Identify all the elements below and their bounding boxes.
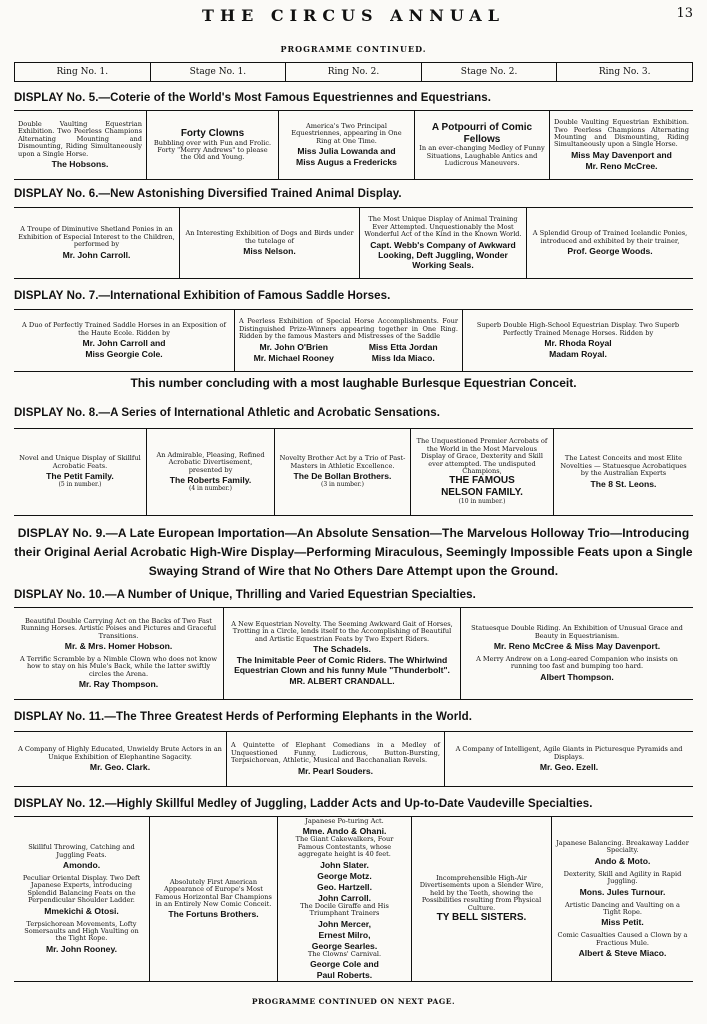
act-description: Double Vaulting Equestrian Exhibition. Two Peerless Champions Alternating Mounting and Dismounting, Riding Simultaneously upon a Single Horse. [18, 119, 142, 158]
performer-name: Mmekichi & Otosi. [44, 905, 119, 916]
conclusion-note: This number concluding with a most laughable Burlesque Equestrian Conceit. [130, 376, 577, 390]
performer-name: The Schadels. [313, 644, 371, 655]
performer-name: Miss Petit. [601, 917, 644, 928]
performer-name: Mr. Geo. Ezell. [539, 761, 599, 772]
performer-name: George Cole and [310, 958, 379, 969]
act-cell [527, 208, 693, 278]
ring-label: Stage No. 1. [151, 63, 287, 81]
performer-name: George Motz. [317, 870, 372, 881]
ring-label: Stage No. 2. [422, 63, 558, 81]
performer-name: Geo. Hartzell. [317, 881, 372, 892]
page-header [14, 6, 693, 28]
act-description: An Admirable, Pleasing, Refined Acrobatic Divertisement, presented by [156, 450, 265, 474]
act-cell [554, 429, 693, 515]
performer-name: George Searles. [311, 940, 378, 951]
act-description: The Most Unique Display of Animal Training Ever Attempted. Unquestionably the Most Wonderful Act of the Kind in the Known World. [364, 215, 522, 239]
act-cell [279, 111, 415, 179]
act-description: The Unquestioned Premier Acrobats of the World in the Most Marvelous Display of Grace, Dexterity and Skill ever attempted. The undisputed Champions, [416, 437, 548, 475]
act-cell [463, 310, 693, 371]
display-heading: DISPLAY No. 12.—Highly Skillful Medley of Juggling, Ladder Acts and Up-to-Date Vaudeville Specialties. [14, 798, 593, 810]
page-number: 13 [676, 6, 693, 21]
performer-name: Mme. Ando & Ohani. [302, 826, 387, 837]
performer-name: John Carroll. [317, 892, 371, 903]
display-row [14, 816, 693, 982]
act-cell [227, 732, 445, 786]
performer-name: John Slater. [320, 859, 369, 870]
display-heading: DISPLAY No. 6.—New Astonishing Diversified Trained Animal Display. [14, 188, 402, 200]
act-description: Dexterity, Skill and Agility in Rapid Juggling. [563, 869, 682, 886]
performer-name: Miss Ida Miaco. [371, 352, 435, 363]
performer-name: The Hobsons. [51, 159, 109, 170]
display-heading: DISPLAY No. 11.—The Three Greatest Herds of Performing Elephants in the World. [14, 711, 473, 723]
act-description: Terpsichorean Movements, Lofty Somersaults and High Vaulting on the Tight Rope. [24, 919, 139, 943]
performer-name: THE FAMOUS [449, 475, 515, 487]
display-heading: DISPLAY No. 7.—International Exhibition of Famous Saddle Horses. [14, 290, 391, 302]
performer-name: Capt. Webb's Company of Awkward Looking, Deft Juggling, Wonder Working Seals. [370, 239, 516, 270]
performer-name: Mr. Pearl Souders. [298, 765, 373, 776]
act-description: Japanese Balancing. Breakaway Ladder Specialty. [556, 838, 689, 855]
act-description: Skillful Throwing, Catching and Juggling Feats. [28, 843, 135, 859]
performer-name: Paul Roberts. [316, 969, 373, 980]
performer-name: Miss May Davenport and [571, 149, 672, 160]
act-cell [411, 429, 554, 515]
display-heading: DISPLAY No. 9.—A Late European Importation—An Absolute Sensation—The Marvelous Holloway Trio—Introducing their Original Aerial Acrobatic High-Wire Display—Performing Miraculous, Seemingly Impossible Feats upon a Single Swaying Strand of Wire that No Others Dare Attempt upon the Ground. [14, 526, 693, 578]
act-description: Double Vaulting Equestrian Exhibition. Two Peerless Champions Alternating Mounting and Dismounting, Riding Simultaneously upon a Single Horse. [554, 118, 689, 149]
act-cell [278, 817, 412, 981]
ring-label: Ring No. 1. [15, 63, 151, 81]
performer-name: Miss Augus a Fredericks [296, 157, 397, 168]
display-row [14, 607, 693, 700]
performer-name: TY BELL SISTERS. [436, 912, 527, 924]
act-cell [14, 429, 147, 515]
act-cell [150, 817, 278, 981]
ring-label: Ring No. 2. [286, 63, 422, 81]
act-description: Peculiar Oriental Display. Two Deft Japanese Experts, introducing Splendid Balancing Feats on the Perpendicular Shoulder Ladder. [22, 873, 141, 905]
performer-name: Miss Julia Lowanda and [297, 146, 396, 157]
act-description: A Splendid Group of Trained Icelandic Ponies, introduced and exhibited by their trainer, [532, 229, 688, 245]
act-cell [14, 608, 224, 699]
performer-name: Miss Nelson. [243, 245, 296, 256]
performer-name: Miss Etta Jordan [368, 341, 438, 352]
act-description: Comic Casualties Caused a Clown by a Fractious Mule. [557, 931, 688, 947]
display-row [14, 731, 693, 787]
act-description: A Duo of Perfectly Trained Saddle Horses in an Exposition of the Haute Ecole. Ridden by [22, 321, 226, 337]
act-cell [147, 111, 279, 179]
act-cell [461, 608, 693, 699]
act-description: A Merry Andrew on a Long-eared Companion who insists on running too fast and bumping too hard. [476, 655, 678, 671]
display-heading: DISPLAY No. 8.—A Series of International Athletic and Acrobatic Sensations. [14, 407, 441, 419]
performer-name: Madam Royal. [549, 348, 607, 359]
troupe-count: (4 in number.) [188, 484, 233, 492]
ring-label: Ring No. 3. [598, 67, 651, 77]
act-cell [552, 817, 693, 981]
act-cell [360, 208, 527, 278]
performer-name: Mr. Reno McCree. [585, 160, 658, 171]
act-description: Novelty Brother Act by a Trio of Past-Masters in Athletic Excellence. [279, 454, 406, 470]
performer-name: John Mercer, [317, 918, 371, 929]
act-cell [180, 208, 360, 278]
display-heading: DISPLAY No. 5.—Coterie of the World's Most Famous Equestriennes and Equestrians. [14, 92, 492, 104]
display-row [14, 309, 693, 372]
performer-name: The De Bollan Brothers. [293, 471, 392, 482]
act-description: A Quintette of Elephant Comedians in a Medley of Unquestioned Funny, Ludicrous, Button-Bursting, Terpsichorean, Athletic, Musical and Bacchanalian Revels. [231, 741, 440, 765]
act-cell [14, 208, 180, 278]
act-cell [550, 111, 693, 179]
performer-name: Amondo. [62, 859, 101, 870]
act-description: The Giant Cakewalkers, Four Famous Contestants, whose aggregate height is 40 feet. [295, 835, 394, 859]
performer-name: Ando & Moto. [594, 855, 651, 866]
act-description: An Interesting Exhibition of Dogs and Birds under the tutelage of [185, 229, 354, 245]
display-heading: DISPLAY No. 10.—A Number of Unique, Thrilling and Varied Equestrian Specialties. [14, 589, 476, 601]
programme-subtitle: PROGRAMME CONTINUED. [280, 44, 427, 54]
performer-name: Mr. John O'Brien [259, 341, 328, 352]
act-description: A Terrific Scramble by a Nimble Clown who does not know how to stay on his Mule's Back, while the latter swiftly circles the Arena. [19, 655, 218, 678]
act-cell [415, 111, 550, 179]
performer-name: Mr. John Carroll and [82, 337, 166, 348]
page-footer: PROGRAMME CONTINUED ON NEXT PAGE. [251, 997, 456, 1006]
act-description: In an ever-changing Medley of Funny Situations, Laughable Antics and Ludicrous Maneuvers. [419, 144, 545, 168]
act-cell [445, 732, 693, 786]
performer-name: Prof. George Woods. [567, 245, 653, 256]
act-cell [275, 429, 411, 515]
performer-name: Mr. Michael Rooney [253, 352, 334, 363]
performer-name: Forty Clowns [180, 128, 245, 140]
act-description: A Troupe of Diminutive Shetland Ponies in an Exhibition of Especial Interest to the Children, performed by [18, 225, 175, 249]
act-description: Artistic Dancing and Vaulting on a Tight Rope. [565, 900, 680, 916]
act-description: Novel and Unique Display of Skillful Acrobatic Feats. [19, 454, 141, 470]
performer-name: Mr. Geo. Clark. [89, 761, 151, 772]
performer-name: Mons. Jules Turnour. [579, 886, 666, 897]
act-description: Incomprehensible High-Air Divertisements upon a Slender Wire, held by the Teeth, showing the Possibilities resulting from Physical Culture. [419, 873, 544, 912]
performer-name: The Fortuns Brothers. [168, 909, 259, 920]
troupe-count: (10 in number.) [458, 498, 506, 506]
act-description: The Docile Giraffe and His Triumphant Trainers [300, 901, 389, 918]
ring-header-row [14, 62, 693, 82]
performer-name: Miss Georgie Cole. [85, 348, 163, 359]
act-description: A Company of Intelligent, Agile Giants in Picturesque Pyramids and Displays. [455, 745, 683, 761]
performer-name: MR. ALBERT CRANDALL. [289, 676, 395, 687]
performer-name: Albert & Steve Miaco. [578, 948, 667, 959]
act-cell [147, 429, 275, 515]
act-description: Statuesque Double Riding. An Exhibition of Unusual Grace and Beauty in Equestrianism. [471, 624, 683, 640]
act-description: America's Two Principal Equestriennes, appearing in One Ring at One Time. [291, 121, 402, 145]
display-row [14, 110, 693, 180]
performer-name: The Petit Family. [46, 471, 114, 482]
act-description: Japanese Po-turing Act. [305, 817, 384, 826]
act-cell [412, 817, 552, 981]
performer-name: A Potpourri of Comic Fellows [431, 122, 533, 145]
performer-name: Mr. Reno McCree & Miss May Davenport. [493, 641, 661, 651]
performer-name: Albert Thompson. [540, 671, 614, 682]
act-cell [14, 732, 227, 786]
troupe-count: (3 in number.) [320, 481, 365, 489]
page-title: THE CIRCUS ANNUAL [202, 6, 505, 25]
troupe-count: (5 in number.) [58, 481, 102, 489]
performer-name: Ernest Milro, [318, 929, 371, 940]
act-description: Absolutely First American Appearance of Europe's Most Famous Horizontal Bar Champions in an Entirely New Comic Conceit. [155, 877, 272, 908]
act-description: The Latest Conceits and most Elite Novelties — Statuesque Acrobatiques by the Australian Experts [560, 454, 687, 478]
act-description: The Clowns' Carnival. [307, 949, 382, 958]
act-description: A Company of Highly Educated, Unwieldy Brute Actors in an Unique Exhibition of Elephantine Sagacity. [18, 745, 222, 761]
performer-name: Mr. John Rooney. [46, 943, 117, 954]
act-cell [235, 310, 463, 371]
performer-name: Mr. John Carroll. [62, 249, 131, 260]
performer-name: The Inimitable Peer of Comic Riders. The Whirlwind Equestrian Clown and his funny Mule "Thunderbolt". [234, 655, 450, 676]
performer-name: The 8 St. Leons. [590, 478, 657, 489]
performer-name: The Roberts Family. [169, 474, 252, 485]
display-row [14, 207, 693, 279]
act-cell [224, 608, 461, 699]
act-description: Beautiful Double Carrying Act on the Backs of Two Fast Running Horses. Artistic Poises and Pictures and Graceful Transitions. [20, 616, 217, 640]
act-description: A Peerless Exhibition of Special Horse Accomplishments. Four Distinguished Prize-Winners appearing together in One Ring. Ridden by the famous Masters and Mistresses of the Saddle [239, 317, 458, 341]
act-description: Bubbling over with Fun and Frolic. Forty "Merry Andrews" to please the Old and Young. [153, 138, 272, 162]
act-description: Superb Double High-School Equestrian Display. Two Superb Perfectly Trained Menage Horses. Ridden by [476, 321, 680, 337]
performer-name: Mr. Rhoda Royal [544, 337, 612, 348]
act-description: A New Equestrian Novelty. The Seeming Awkward Gait of Horses, Trotting in a Circle, lends itself to the Accomplishing of Beautiful and Artistic Equestrian Feats by Two Expert Riders. [231, 619, 453, 643]
act-cell [14, 817, 150, 981]
display-row [14, 428, 693, 516]
performer-name: NELSON FAMILY. [441, 486, 523, 498]
act-cell [14, 310, 235, 371]
performer-name: Mr. & Mrs. Homer Hobson. [64, 641, 173, 651]
performer-name: Mr. Ray Thompson. [78, 679, 159, 690]
act-cell [14, 111, 147, 179]
